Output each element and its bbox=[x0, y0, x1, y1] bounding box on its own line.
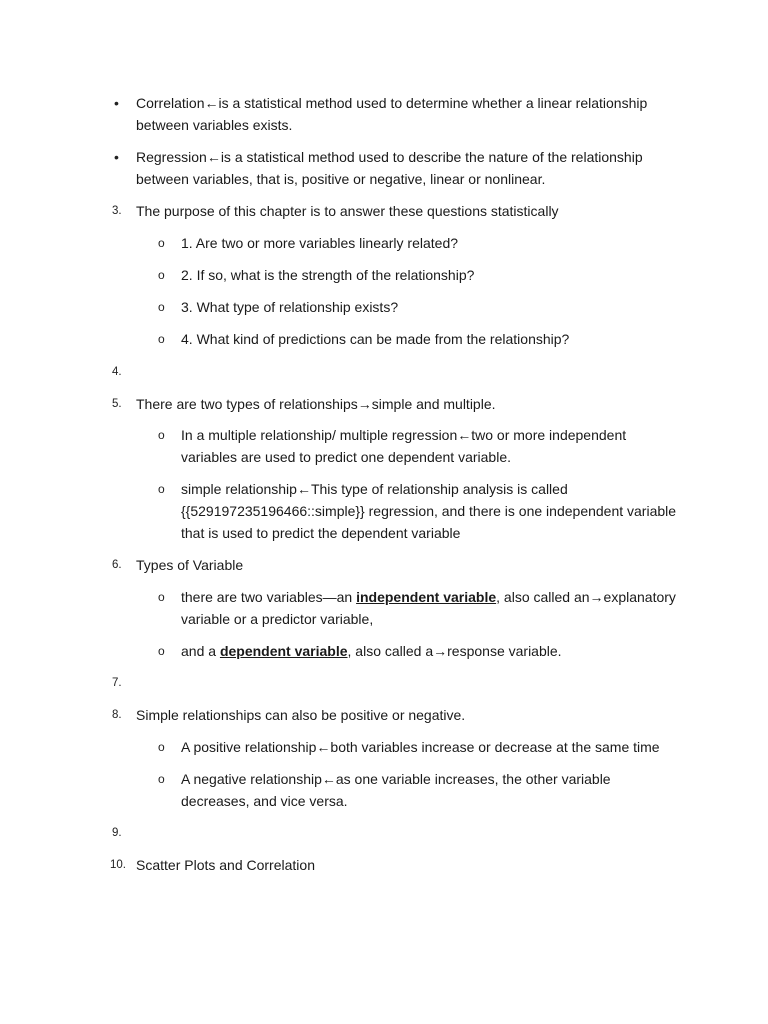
list-item-text: There are two types of relationships→simple and multiple. bbox=[136, 396, 496, 412]
sub-bullet-marker: o bbox=[158, 740, 165, 754]
sub-list-item-text: 3. What type of relationship exists? bbox=[181, 299, 399, 315]
sub-list-item-text bbox=[181, 640, 681, 662]
sub-list-item-text: 4. What kind of predictions can be made from the relationship? bbox=[181, 331, 570, 347]
list-number: 10. bbox=[110, 859, 126, 871]
text-run: and a bbox=[181, 643, 220, 659]
sub-bullet-marker: o bbox=[158, 236, 165, 250]
bullet-marker: • bbox=[114, 149, 119, 165]
dependent-variable-term: dependent variable bbox=[219, 643, 348, 659]
sub-bullet-marker: o bbox=[158, 268, 165, 282]
bullet-marker: • bbox=[114, 95, 119, 111]
sub-bullet-marker: o bbox=[158, 332, 165, 346]
sub-list-item-text: In a multiple relationship/ multiple regression←two or more independent variables are used to predict one dependent variable. bbox=[181, 427, 627, 465]
list-number: 9. bbox=[112, 827, 122, 839]
list-item-text: Types of Variable bbox=[136, 557, 244, 573]
list-item-text: Simple relationships can also be positive or negative. bbox=[136, 707, 466, 723]
sub-bullet-marker: o bbox=[158, 590, 165, 604]
list-item-text: Scatter Plots and Correlation bbox=[136, 857, 315, 873]
sub-list-item-text: 1. Are two or more variables linearly related? bbox=[181, 235, 459, 251]
sub-bullet-marker: o bbox=[158, 482, 165, 496]
list-number: 6. bbox=[112, 559, 122, 571]
list-number: 4. bbox=[112, 366, 122, 378]
list-number: 3. bbox=[112, 205, 122, 217]
list-number: 7. bbox=[112, 677, 122, 689]
sub-list-item-text: 2. If so, what is the strength of the relationship? bbox=[181, 267, 475, 283]
text-run: , also called a→response variable. bbox=[347, 643, 562, 659]
sub-list-item-text: A negative relationship←as one variable increases, the other variable decreases, and vice versa. bbox=[181, 771, 611, 809]
independent-variable-term: independent variable bbox=[356, 589, 497, 605]
sub-list-item-text: simple relationship←This type of relationship analysis is called {{529197235196466::simple}} regression, and there is one independent variable that is used to predict the dependent variable bbox=[181, 481, 677, 541]
text-run: there are two variables—an bbox=[181, 589, 357, 605]
sub-bullet-marker: o bbox=[158, 300, 165, 314]
list-item-text: Correlation←is a statistical method used to determine whether a linear relationship between variables exists. bbox=[136, 95, 648, 133]
list-item-text: Regression←is a statistical method used to describe the nature of the relationship between variables, that is, positive or negative, linear or nonlinear. bbox=[136, 149, 643, 187]
text-run: , also called an→explanatory variable or a predictor variable, bbox=[181, 589, 676, 627]
sub-bullet-marker: o bbox=[158, 772, 165, 786]
list-item-text: The purpose of this chapter is to answer these questions statistically bbox=[136, 203, 559, 219]
sub-list-item-text: A positive relationship←both variables increase or decrease at the same time bbox=[181, 739, 660, 755]
list-number: 8. bbox=[112, 709, 122, 721]
list-number: 5. bbox=[112, 398, 122, 410]
sub-bullet-marker: o bbox=[158, 644, 165, 658]
sub-list-item-text bbox=[181, 586, 681, 630]
sub-bullet-marker: o bbox=[158, 428, 165, 442]
